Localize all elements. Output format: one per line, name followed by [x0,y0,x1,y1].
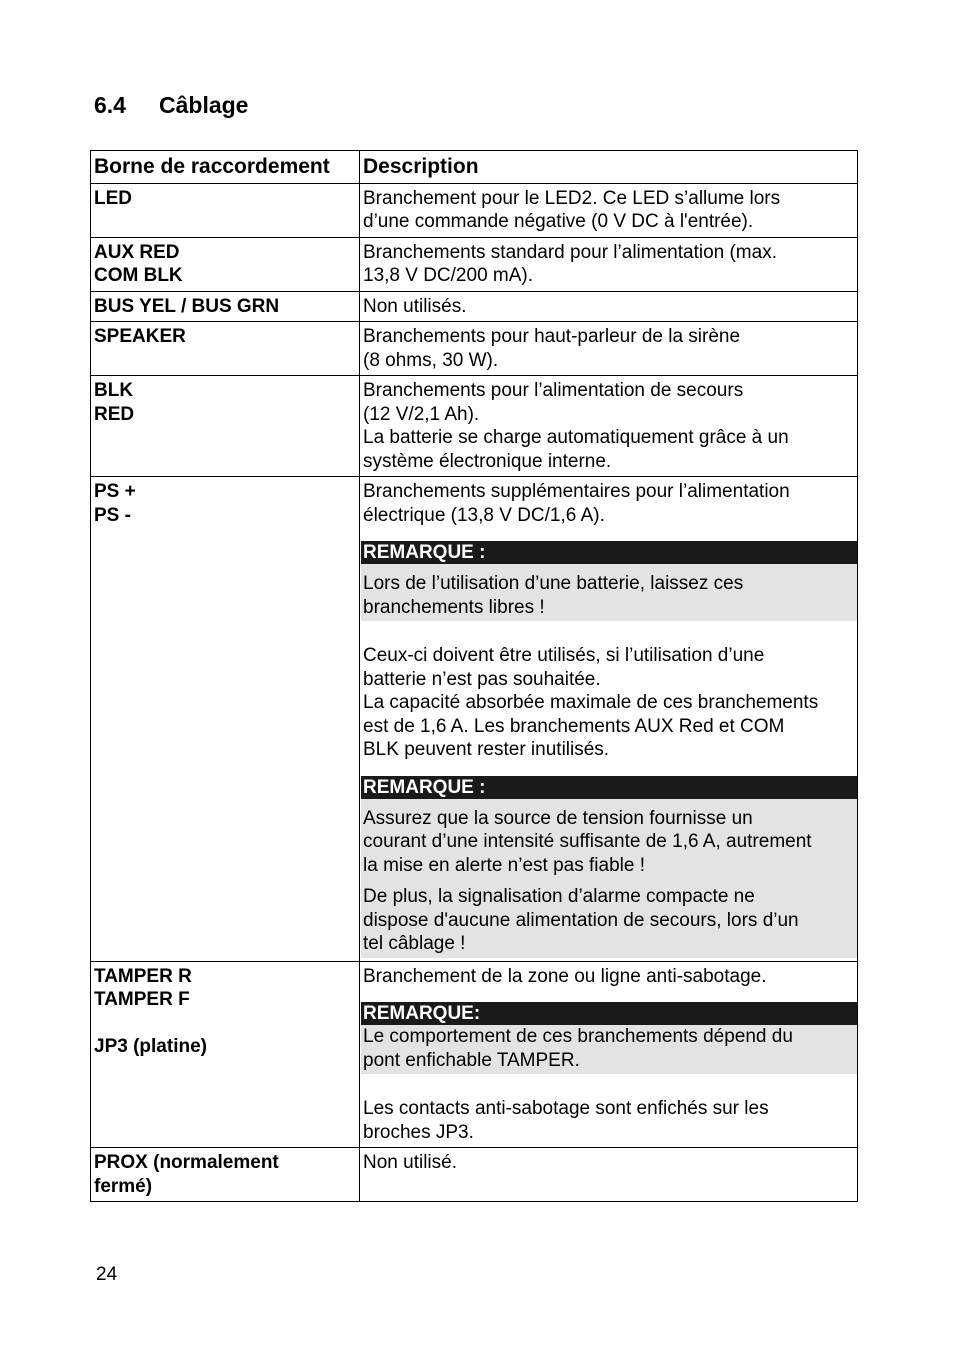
terminal-cell [91,961,360,1148]
description-line: Branchement de la zone ou ligne anti-sabotage. [363,965,767,987]
spacer [363,1175,857,1198]
description-line: système électronique interne. [363,450,612,472]
table-row [91,376,858,477]
terminal-label: RED [94,403,135,425]
note-line: pont enfichable TAMPER. [363,1049,580,1071]
description-line: BLK peuvent rester inutilisés. [363,739,610,760]
terminal-cell [91,1148,360,1202]
page-number: 24 [96,1264,118,1285]
note-line: dispose d'aucune alimentation de secours, lors d’un [363,909,799,931]
note-paragraph [363,885,857,956]
description-line: (12 V/2,1 Ah). [363,403,480,425]
note-line: De plus, la signalisation d’alarme compacte ne [363,886,755,907]
note-body [361,564,857,621]
terminal-label: JP3 (platine) [94,1035,207,1057]
terminal-cell [91,237,360,291]
note-line: Assurez que la source de tension fournisse un [363,807,753,829]
description-line: électrique (13,8 V DC/1,6 A). [363,504,605,526]
description-line: batterie n’est pas souhaitée. [363,668,601,690]
terminal-label: COM BLK [94,265,183,286]
terminal-label: PROX (normalement [94,1152,279,1173]
note-paragraph [363,807,857,878]
description-line: Branchements pour l’alimentation de secours [363,380,744,401]
description-cell [360,322,858,376]
description-line: Non utilisé. [363,1152,457,1173]
description-cell [360,183,858,237]
section-title: Câblage [159,92,249,118]
section-number: 6.4 [94,92,126,118]
note-body [361,1025,857,1074]
note-line: branchements libres ! [363,596,545,618]
description-line: d’une commande négative (0 V DC à l'entrée). [363,211,754,232]
table-row [91,477,858,962]
table-row [91,291,858,322]
description-line: (8 ohms, 30 W). [363,349,499,371]
terminal-label: TAMPER F [94,989,190,1010]
description-cell [360,237,858,291]
note-body [361,799,857,958]
note-line: Lors de l’utilisation d’une batterie, laissez ces [363,573,744,594]
terminal-label: TAMPER R [94,965,192,987]
description-cell [360,291,858,322]
note-line: Le comportement de ces branchements dépend du [363,1026,793,1047]
terminal-label: PS + [94,481,136,502]
description-line: Ceux-ci doivent être utilisés, si l’utilisation d’une [363,645,765,666]
terminal-cell [91,376,360,477]
table-row [91,322,858,376]
description-cell [360,961,858,1148]
spacer [94,1012,359,1035]
description-line: Branchements pour haut-parleur de la sirène [363,326,741,347]
table-row [91,1148,858,1202]
table-row [91,961,858,1148]
terminal-cell [91,322,360,376]
terminal-cell [91,291,360,322]
terminal-cell [91,183,360,237]
note-label: REMARQUE : [361,776,857,799]
note-label: REMARQUE: [361,1002,857,1025]
description-line: Branchements standard pour l’alimentation (max. [363,241,777,263]
terminal-label: PS - [94,504,131,526]
spacer [363,621,857,644]
wiring-table [90,150,858,1202]
description-cell [360,1148,858,1202]
table-row [91,237,858,291]
note-line: la mise en alerte n’est pas fiable ! [363,854,645,876]
note-line: tel câblage ! [363,933,466,954]
description-line: Branchements supplémentaires pour l’alimentation [363,481,790,502]
terminal-label: AUX RED [94,241,180,263]
description-line: Non utilisés. [363,295,467,317]
spacer [363,1074,857,1097]
description-cell [360,477,858,962]
terminal-cell [91,477,360,962]
header-terminal: Borne de raccordement [91,151,360,184]
terminal-label: BUS YEL / BUS GRN [94,295,280,317]
description-line: est de 1,6 A. Les branchements AUX Red et COM [363,715,785,737]
table-header-row [91,151,858,184]
description-cell [360,376,858,477]
description-line: Les contacts anti-sabotage sont enfichés sur les [363,1098,769,1119]
description-line: La capacité absorbée maximale de ces branchements [363,692,819,713]
header-description: Description [360,151,858,184]
section-heading [94,92,248,119]
note-line: courant d’une intensité suffisante de 1,6 A, autrement [363,831,812,852]
description-line: Branchement pour le LED2. Ce LED s’allume lors [363,187,781,209]
description-line: La batterie se charge automatiquement grâce à un [363,427,789,448]
terminal-label: fermé) [94,1175,153,1197]
terminal-label: BLK [94,380,134,401]
terminal-label: SPEAKER [94,326,186,347]
terminal-label: LED [94,187,132,209]
description-line: 13,8 V DC/200 mA). [363,265,534,286]
description-line: broches JP3. [363,1121,474,1143]
note-label: REMARQUE : [361,541,857,564]
table-row [91,183,858,237]
